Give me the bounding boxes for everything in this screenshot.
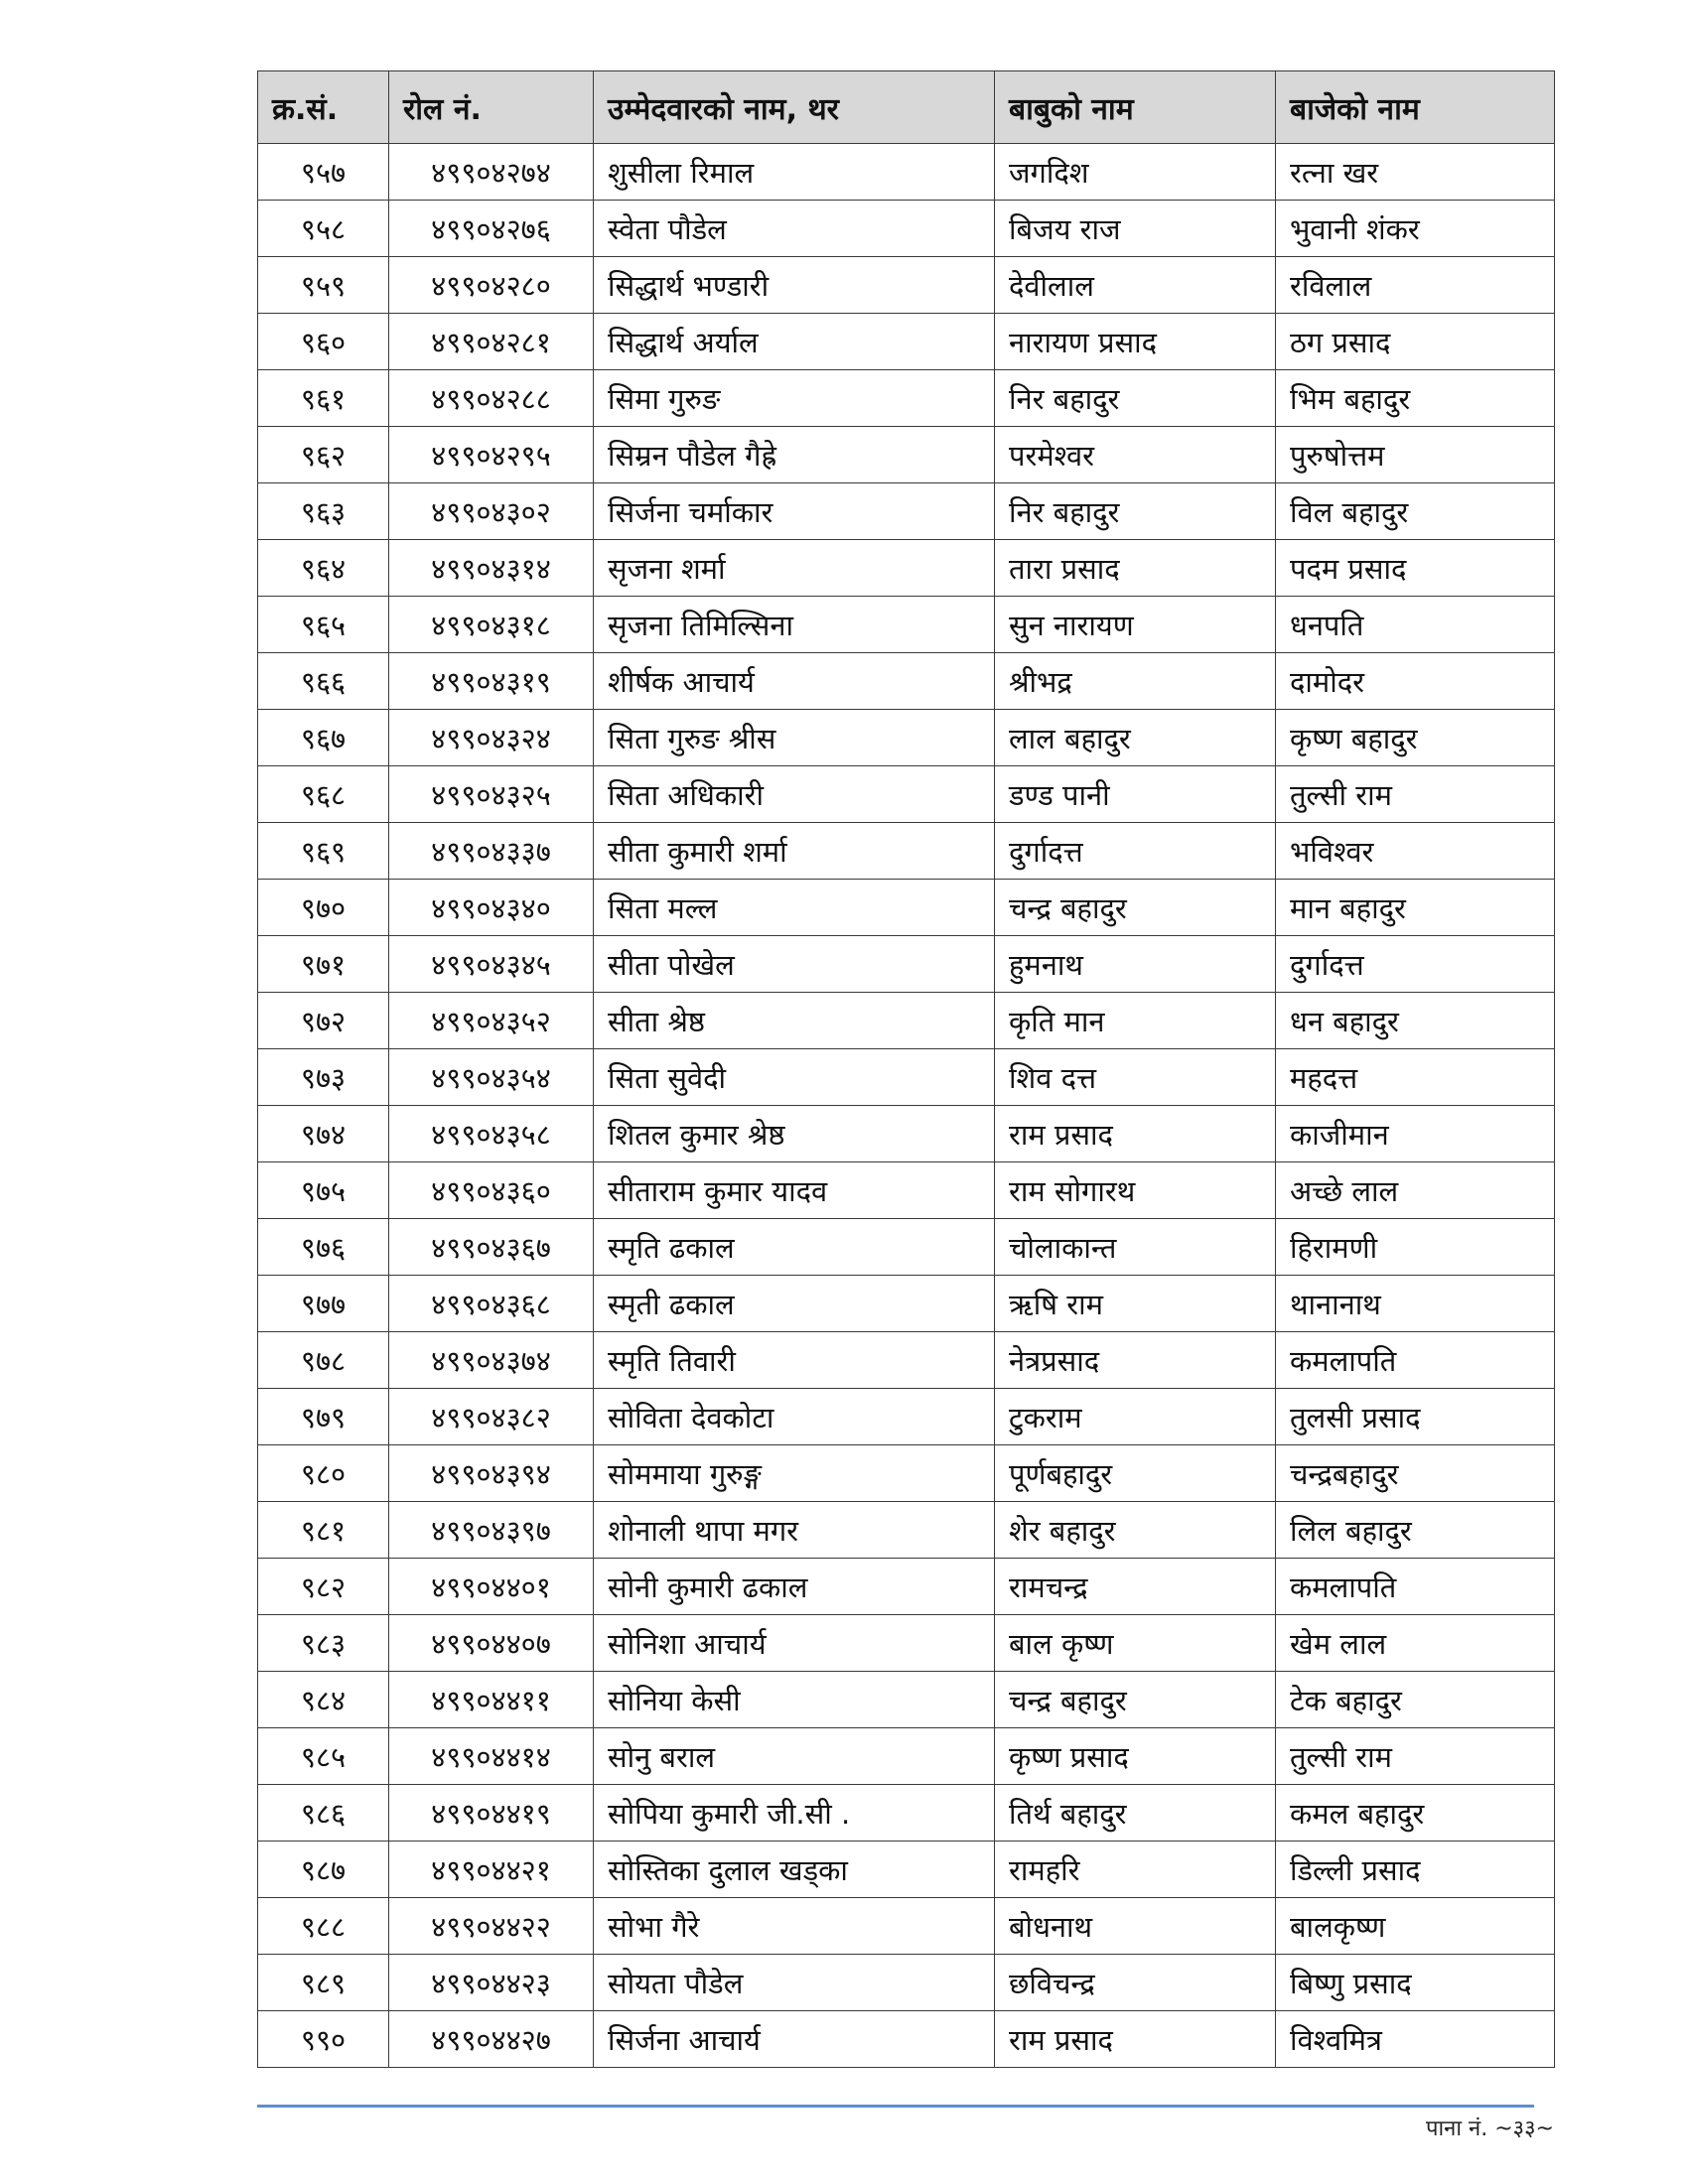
cell-roll-number: ४९९०४२८८ <box>389 370 594 427</box>
table-row <box>258 1559 1555 1615</box>
cell-father-name: चोलाकान्त <box>995 1219 1276 1276</box>
cell-father-name: जगदिश <box>995 144 1276 201</box>
cell-roll-number: ४९९०४३७४ <box>389 1332 594 1389</box>
table-header-row <box>258 71 1555 144</box>
table-row <box>258 993 1555 1049</box>
table-row <box>258 1615 1555 1672</box>
cell-roll-number: ४९९०४४११ <box>389 1672 594 1728</box>
cell-candidate-name: शोनाली थापा मगर <box>594 1502 995 1559</box>
cell-candidate-name: सोनी कुमारी ढकाल <box>594 1559 995 1615</box>
cell-father-name: शेर बहादुर <box>995 1502 1276 1559</box>
cell-serial: ९६६ <box>258 653 389 710</box>
cell-grandfather-name: कमलापति <box>1276 1332 1555 1389</box>
cell-candidate-name: स्मृति तिवारी <box>594 1332 995 1389</box>
cell-serial: ९६४ <box>258 540 389 597</box>
cell-roll-number: ४९९०४३३७ <box>389 823 594 880</box>
cell-grandfather-name: तुलसी प्रसाद <box>1276 1389 1555 1445</box>
table-row <box>258 936 1555 993</box>
table-row <box>258 1955 1555 2011</box>
cell-father-name: तिर्थ बहादुर <box>995 1785 1276 1842</box>
cell-serial: ९६१ <box>258 370 389 427</box>
cell-father-name: राम प्रसाद <box>995 2011 1276 2068</box>
cell-roll-number: ४९९०४४०७ <box>389 1615 594 1672</box>
cell-candidate-name: सोयता पौडेल <box>594 1955 995 2011</box>
cell-grandfather-name: डिल्ली प्रसाद <box>1276 1842 1555 1898</box>
cell-grandfather-name: तुल्सी राम <box>1276 766 1555 823</box>
cell-grandfather-name: रविलाल <box>1276 257 1555 314</box>
cell-grandfather-name: टेक बहादुर <box>1276 1672 1555 1728</box>
table-row <box>258 1672 1555 1728</box>
cell-grandfather-name: पदम प्रसाद <box>1276 540 1555 597</box>
cell-grandfather-name: हिरामणी <box>1276 1219 1555 1276</box>
cell-candidate-name: सिद्धार्थ अर्याल <box>594 314 995 370</box>
cell-grandfather-name: काजीमान <box>1276 1106 1555 1162</box>
table-row <box>258 1898 1555 1955</box>
cell-grandfather-name: भविश्वर <box>1276 823 1555 880</box>
column-header-serial: क्र.सं. <box>258 71 389 144</box>
cell-candidate-name: शितल कुमार श्रेष्ठ <box>594 1106 995 1162</box>
table-row <box>258 823 1555 880</box>
table-row <box>258 314 1555 370</box>
cell-serial: ९७६ <box>258 1219 389 1276</box>
cell-candidate-name: सोनिया केसी <box>594 1672 995 1728</box>
candidate-table <box>257 70 1555 2068</box>
cell-candidate-name: सृजना शर्मा <box>594 540 995 597</box>
cell-candidate-name: शुसीला रिमाल <box>594 144 995 201</box>
cell-serial: ९८७ <box>258 1842 389 1898</box>
table-row <box>258 1728 1555 1785</box>
cell-serial: ९६५ <box>258 597 389 653</box>
cell-father-name: श्रीभद्र <box>995 653 1276 710</box>
cell-candidate-name: सीता श्रेष्ठ <box>594 993 995 1049</box>
cell-candidate-name: सिर्जना चर्माकार <box>594 483 995 540</box>
cell-candidate-name: सिद्धार्थ भण्डारी <box>594 257 995 314</box>
cell-candidate-name: सोस्तिका दुलाल खड्का <box>594 1842 995 1898</box>
table-row <box>258 483 1555 540</box>
cell-serial: ९७३ <box>258 1049 389 1106</box>
cell-grandfather-name: दुर्गादत्त <box>1276 936 1555 993</box>
cell-serial: ९५९ <box>258 257 389 314</box>
table-row <box>258 144 1555 201</box>
cell-father-name: चन्द्र बहादुर <box>995 880 1276 936</box>
table-row <box>258 597 1555 653</box>
cell-father-name: राम प्रसाद <box>995 1106 1276 1162</box>
cell-roll-number: ४९९०४३५४ <box>389 1049 594 1106</box>
table-row <box>258 257 1555 314</box>
table-row <box>258 710 1555 766</box>
table-row <box>258 1276 1555 1332</box>
cell-father-name: लाल बहादुर <box>995 710 1276 766</box>
cell-candidate-name: सोनिशा आचार्य <box>594 1615 995 1672</box>
cell-grandfather-name: ठग प्रसाद <box>1276 314 1555 370</box>
footer-divider <box>257 2105 1534 2108</box>
cell-serial: ९८८ <box>258 1898 389 1955</box>
cell-candidate-name: सोममाया गुरुङ्ग <box>594 1445 995 1502</box>
cell-father-name: चन्द्र बहादुर <box>995 1672 1276 1728</box>
cell-candidate-name: सोविता देवकोटा <box>594 1389 995 1445</box>
cell-grandfather-name: दामोदर <box>1276 653 1555 710</box>
cell-grandfather-name: रत्ना खर <box>1276 144 1555 201</box>
table-row <box>258 1162 1555 1219</box>
table-row <box>258 653 1555 710</box>
cell-roll-number: ४९९०४३४० <box>389 880 594 936</box>
candidate-list <box>257 70 1554 2068</box>
cell-candidate-name: सीता पोखेल <box>594 936 995 993</box>
cell-serial: ९६८ <box>258 766 389 823</box>
cell-father-name: कृति मान <box>995 993 1276 1049</box>
cell-grandfather-name: थानानाथ <box>1276 1276 1555 1332</box>
cell-roll-number: ४९९०४२९५ <box>389 427 594 483</box>
cell-grandfather-name: कमलापति <box>1276 1559 1555 1615</box>
cell-father-name: नेत्रप्रसाद <box>995 1332 1276 1389</box>
cell-grandfather-name: चन्द्रबहादुर <box>1276 1445 1555 1502</box>
cell-grandfather-name: भुवानी शंकर <box>1276 201 1555 257</box>
cell-roll-number: ४९९०४३१४ <box>389 540 594 597</box>
cell-roll-number: ४९९०४२७४ <box>389 144 594 201</box>
cell-father-name: देवीलाल <box>995 257 1276 314</box>
table-row <box>258 1842 1555 1898</box>
table-body <box>258 144 1555 2068</box>
cell-grandfather-name: धन बहादुर <box>1276 993 1555 1049</box>
cell-serial: ९६२ <box>258 427 389 483</box>
cell-father-name: निर बहादुर <box>995 483 1276 540</box>
table-row <box>258 1219 1555 1276</box>
cell-father-name: ऋषि राम <box>995 1276 1276 1332</box>
table-row <box>258 1445 1555 1502</box>
cell-roll-number: ४९९०४३६८ <box>389 1276 594 1332</box>
cell-roll-number: ४९९०४४१९ <box>389 1785 594 1842</box>
cell-serial: ९८१ <box>258 1502 389 1559</box>
cell-father-name: डण्ड पानी <box>995 766 1276 823</box>
cell-father-name: शिव दत्त <box>995 1049 1276 1106</box>
cell-roll-number: ४९९०४३६० <box>389 1162 594 1219</box>
cell-candidate-name: सोपिया कुमारी जी.सी . <box>594 1785 995 1842</box>
cell-candidate-name: सिता सुवेदी <box>594 1049 995 1106</box>
cell-father-name: बोधनाथ <box>995 1898 1276 1955</box>
cell-candidate-name: सिता गुरुङ श्रीस <box>594 710 995 766</box>
cell-grandfather-name: मान बहादुर <box>1276 880 1555 936</box>
cell-roll-number: ४९९०४३६७ <box>389 1219 594 1276</box>
cell-candidate-name: सीताराम कुमार यादव <box>594 1162 995 1219</box>
cell-roll-number: ४९९०४४१४ <box>389 1728 594 1785</box>
cell-serial: ९६३ <box>258 483 389 540</box>
cell-serial: ९६७ <box>258 710 389 766</box>
cell-grandfather-name: कमल बहादुर <box>1276 1785 1555 1842</box>
cell-candidate-name: स्वेता पौडेल <box>594 201 995 257</box>
cell-father-name: निर बहादुर <box>995 370 1276 427</box>
cell-roll-number: ४९९०४४२७ <box>389 2011 594 2068</box>
cell-candidate-name: सृजना तिमिल्सिना <box>594 597 995 653</box>
cell-candidate-name: सिमा गुरुङ <box>594 370 995 427</box>
cell-grandfather-name: कृष्ण बहादुर <box>1276 710 1555 766</box>
cell-serial: ९८२ <box>258 1559 389 1615</box>
cell-roll-number: ४९९०४४२१ <box>389 1842 594 1898</box>
cell-serial: ९७४ <box>258 1106 389 1162</box>
table-row <box>258 201 1555 257</box>
cell-father-name: हुमनाथ <box>995 936 1276 993</box>
cell-serial: ९७५ <box>258 1162 389 1219</box>
cell-roll-number: ४९९०४३९७ <box>389 1502 594 1559</box>
cell-serial: ९७० <box>258 880 389 936</box>
table-row <box>258 2011 1555 2068</box>
cell-grandfather-name: पुरुषोत्तम <box>1276 427 1555 483</box>
table-row <box>258 880 1555 936</box>
cell-roll-number: ४९९०४४०१ <box>389 1559 594 1615</box>
cell-roll-number: ४९९०४३५२ <box>389 993 594 1049</box>
cell-serial: ९९० <box>258 2011 389 2068</box>
cell-roll-number: ४९९०४४२२ <box>389 1898 594 1955</box>
cell-father-name: रामहरि <box>995 1842 1276 1898</box>
cell-serial: ९७७ <box>258 1276 389 1332</box>
table-row <box>258 427 1555 483</box>
cell-grandfather-name: बिष्णु प्रसाद <box>1276 1955 1555 2011</box>
cell-grandfather-name: विल बहादुर <box>1276 483 1555 540</box>
cell-serial: ९७९ <box>258 1389 389 1445</box>
cell-father-name: राम सोगारथ <box>995 1162 1276 1219</box>
cell-roll-number: ४९९०४४२३ <box>389 1955 594 2011</box>
cell-candidate-name: सिता अधिकारी <box>594 766 995 823</box>
cell-candidate-name: स्मृति ढकाल <box>594 1219 995 1276</box>
cell-father-name: छविचन्द्र <box>995 1955 1276 2011</box>
page-number: पाना नं. ~३३~ <box>1425 2116 1554 2141</box>
cell-roll-number: ४९९०४३९४ <box>389 1445 594 1502</box>
cell-father-name: नारायण प्रसाद <box>995 314 1276 370</box>
cell-serial: ९६९ <box>258 823 389 880</box>
cell-grandfather-name: अच्छे लाल <box>1276 1162 1555 1219</box>
cell-father-name: रामचन्द्र <box>995 1559 1276 1615</box>
table-row <box>258 766 1555 823</box>
table-row <box>258 1389 1555 1445</box>
cell-serial: ९५८ <box>258 201 389 257</box>
cell-roll-number: ४९९०४३१९ <box>389 653 594 710</box>
cell-roll-number: ४९९०४३२५ <box>389 766 594 823</box>
cell-serial: ९८४ <box>258 1672 389 1728</box>
cell-candidate-name: शीर्षक आचार्य <box>594 653 995 710</box>
cell-father-name: कृष्ण प्रसाद <box>995 1728 1276 1785</box>
cell-roll-number: ४९९०४३०२ <box>389 483 594 540</box>
cell-serial: ९८५ <box>258 1728 389 1785</box>
cell-serial: ९७१ <box>258 936 389 993</box>
cell-grandfather-name: महदत्त <box>1276 1049 1555 1106</box>
cell-grandfather-name: खेम लाल <box>1276 1615 1555 1672</box>
cell-father-name: दुर्गादत्त <box>995 823 1276 880</box>
column-header-roll-number: रोल नं. <box>389 71 594 144</box>
cell-serial: ९६० <box>258 314 389 370</box>
cell-father-name: परमेश्वर <box>995 427 1276 483</box>
cell-serial: ९८६ <box>258 1785 389 1842</box>
cell-father-name: टुकराम <box>995 1389 1276 1445</box>
cell-father-name: सुन नारायण <box>995 597 1276 653</box>
table-row <box>258 1785 1555 1842</box>
cell-father-name: तारा प्रसाद <box>995 540 1276 597</box>
cell-roll-number: ४९९०४२८१ <box>389 314 594 370</box>
cell-roll-number: ४९९०४३४५ <box>389 936 594 993</box>
cell-roll-number: ४९९०४३८२ <box>389 1389 594 1445</box>
cell-roll-number: ४९९०४२८० <box>389 257 594 314</box>
cell-roll-number: ४९९०४२७६ <box>389 201 594 257</box>
cell-candidate-name: सोनु बराल <box>594 1728 995 1785</box>
cell-grandfather-name: तुल्सी राम <box>1276 1728 1555 1785</box>
table-row <box>258 370 1555 427</box>
cell-candidate-name: सिता मल्ल <box>594 880 995 936</box>
table-row <box>258 1502 1555 1559</box>
column-header-candidate-name: उम्मेदवारको नाम, थर <box>594 71 995 144</box>
cell-candidate-name: स्मृती ढकाल <box>594 1276 995 1332</box>
cell-father-name: बाल कृष्ण <box>995 1615 1276 1672</box>
cell-grandfather-name: लिल बहादुर <box>1276 1502 1555 1559</box>
cell-serial: ९७८ <box>258 1332 389 1389</box>
cell-grandfather-name: बालकृष्ण <box>1276 1898 1555 1955</box>
cell-candidate-name: सिर्जना आचार्य <box>594 2011 995 2068</box>
column-header-grandfather-name: बाजेको नाम <box>1276 71 1555 144</box>
cell-serial: ९८३ <box>258 1615 389 1672</box>
table-row <box>258 1332 1555 1389</box>
cell-father-name: बिजय राज <box>995 201 1276 257</box>
cell-grandfather-name: भिम बहादुर <box>1276 370 1555 427</box>
cell-grandfather-name: विश्वमित्र <box>1276 2011 1555 2068</box>
cell-serial: ९८९ <box>258 1955 389 2011</box>
table-row <box>258 1049 1555 1106</box>
table-row <box>258 540 1555 597</box>
cell-roll-number: ४९९०४३२४ <box>389 710 594 766</box>
cell-roll-number: ४९९०४३५८ <box>389 1106 594 1162</box>
cell-candidate-name: सिम्रन पौडेल गैह्रे <box>594 427 995 483</box>
column-header-father-name: बाबुको नाम <box>995 71 1276 144</box>
table-row <box>258 1106 1555 1162</box>
cell-serial: ९८० <box>258 1445 389 1502</box>
cell-serial: ९५७ <box>258 144 389 201</box>
cell-grandfather-name: धनपति <box>1276 597 1555 653</box>
cell-roll-number: ४९९०४३१८ <box>389 597 594 653</box>
cell-candidate-name: सोभा गैरे <box>594 1898 995 1955</box>
cell-candidate-name: सीता कुमारी शर्मा <box>594 823 995 880</box>
cell-father-name: पूर्णबहादुर <box>995 1445 1276 1502</box>
cell-serial: ९७२ <box>258 993 389 1049</box>
